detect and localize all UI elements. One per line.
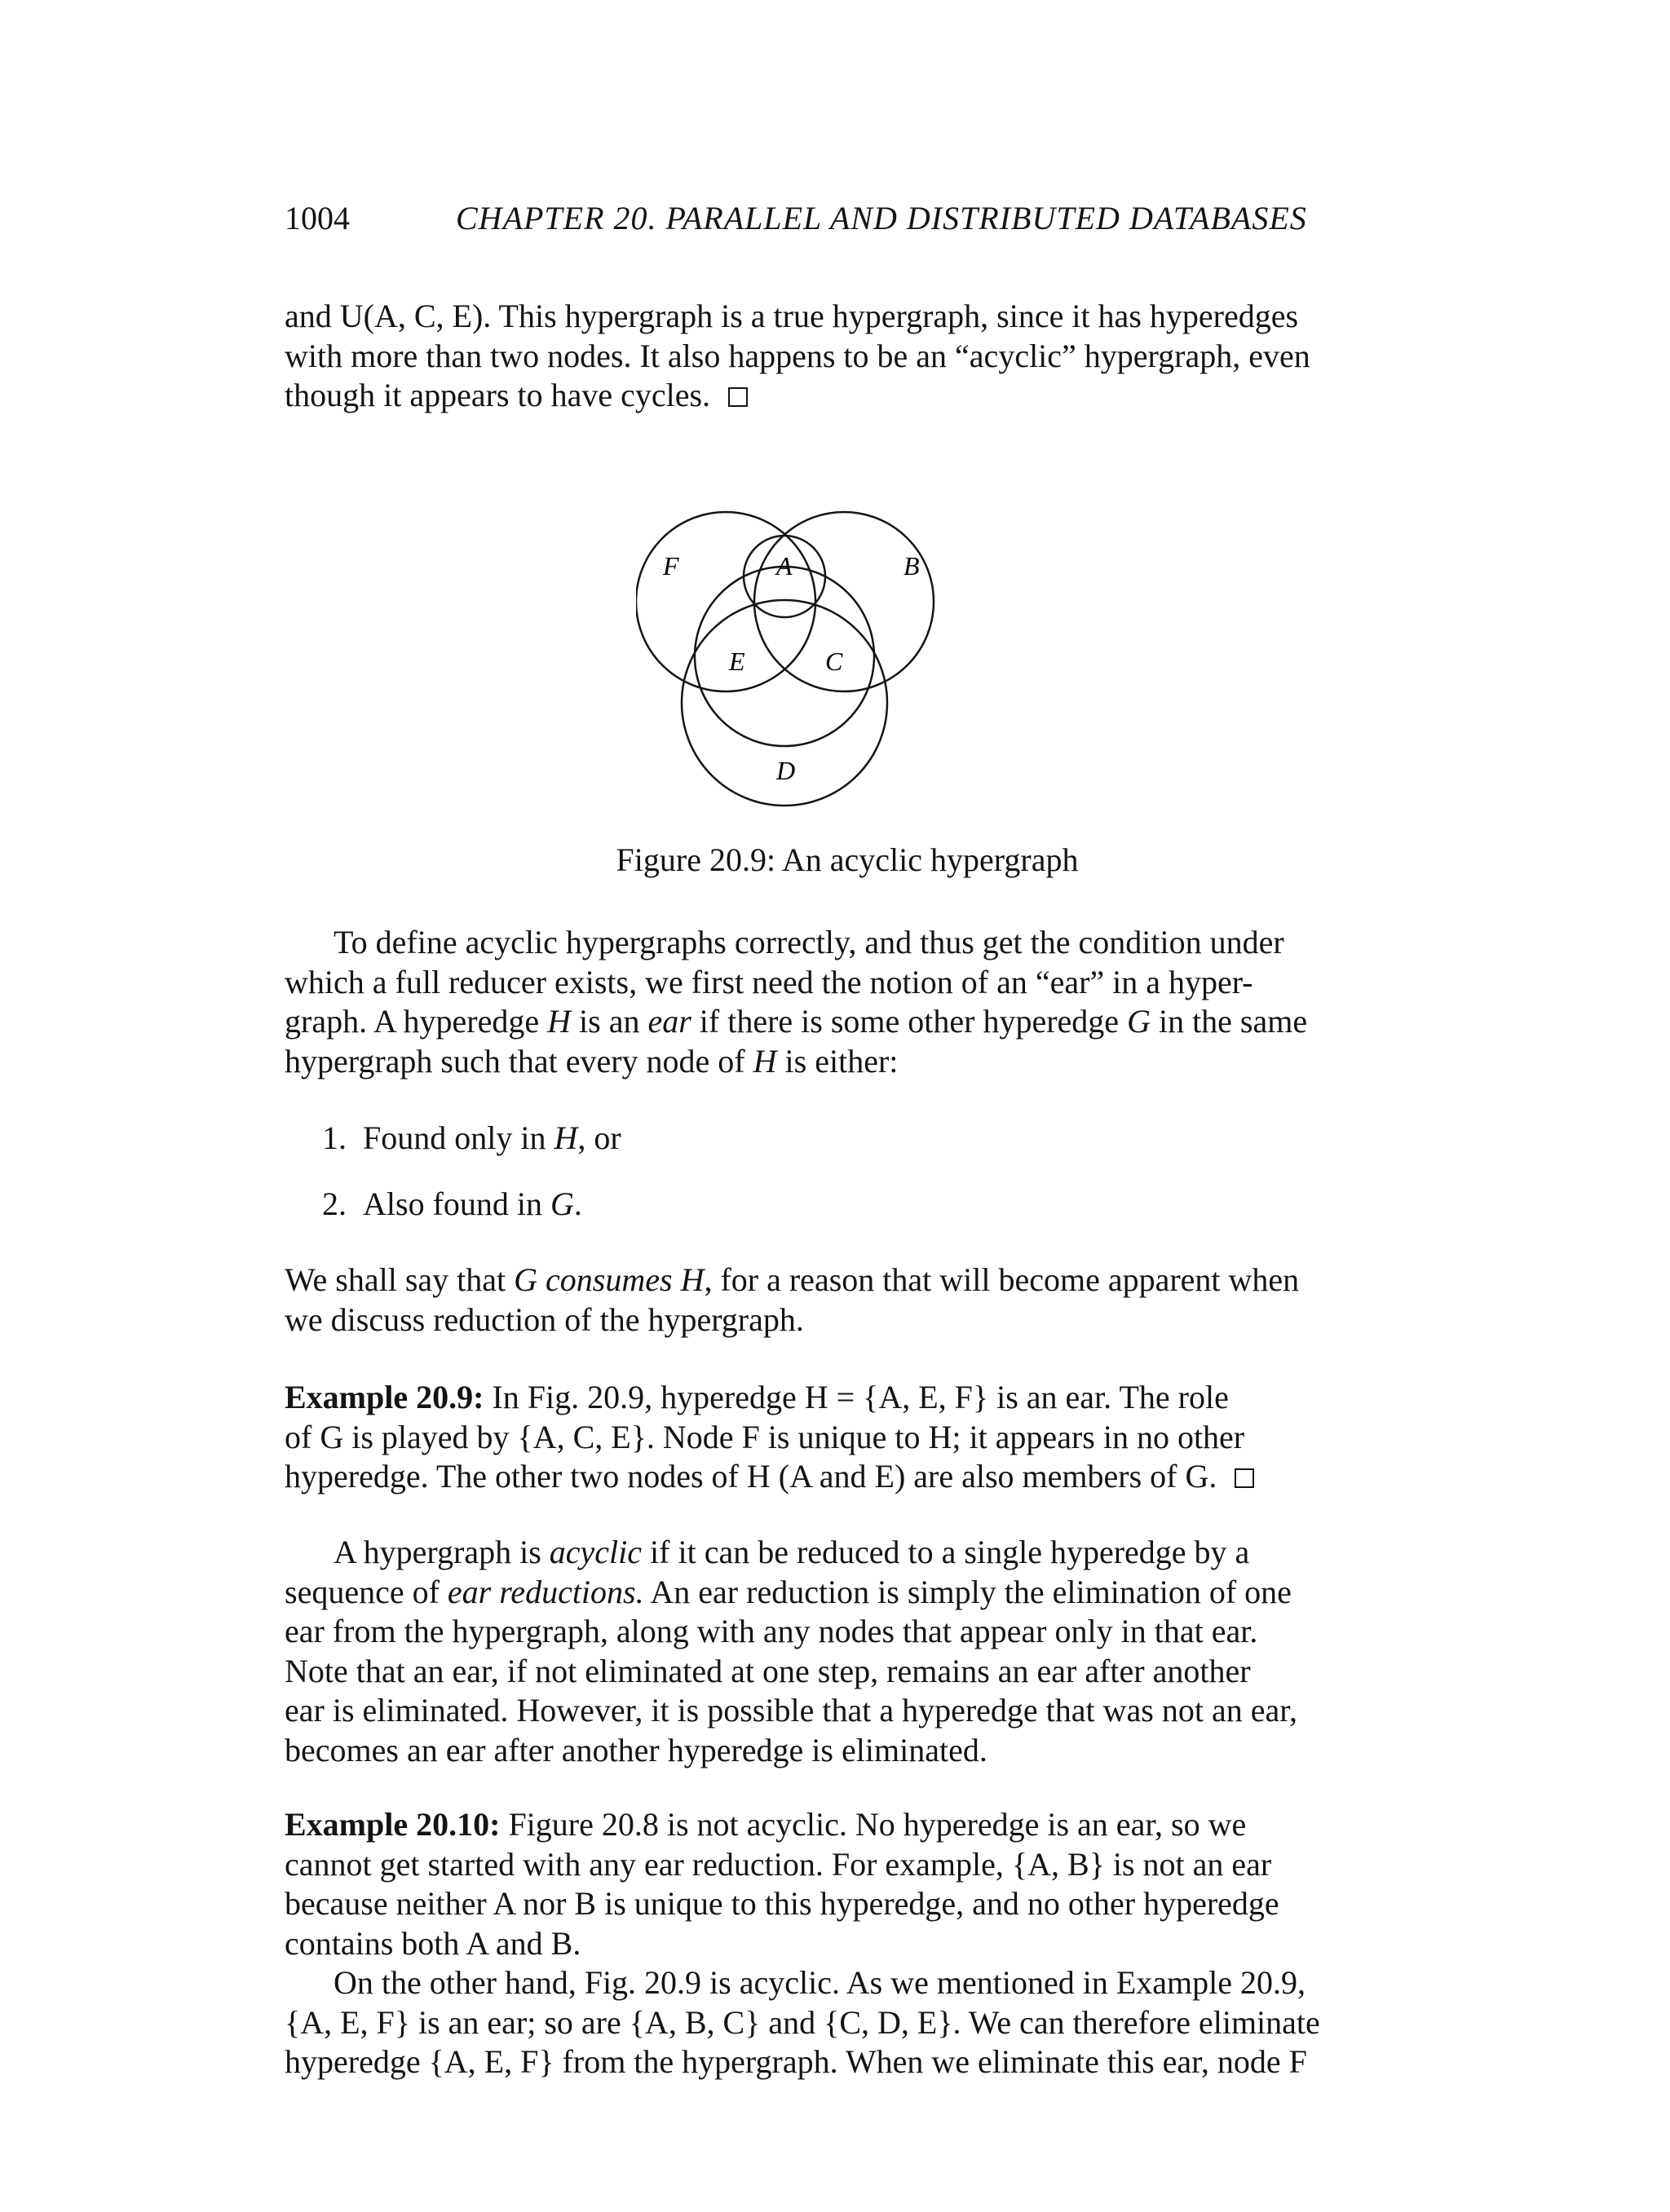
text-line: becomes an ear after another hyperedge is eliminated.	[285, 1731, 987, 1768]
node-label-e: E	[729, 647, 745, 676]
text-line: {A, E, F} is an ear; so are {A, B, C} and {C, D, E}. We can therefore eliminate	[285, 2003, 1320, 2041]
text-line: sequence of ear reductions. An ear reduction is simply the elimination of one	[285, 1573, 1292, 1610]
acyclic-paragraph	[285, 1533, 1410, 1770]
node-label-f: F	[663, 551, 679, 581]
qed-box-icon	[728, 387, 748, 407]
text-line: ear from the hypergraph, along with any nodes that appear only in that ear.	[285, 1613, 1258, 1649]
node-label-d: D	[776, 756, 796, 785]
example-label: Example 20.9:	[285, 1379, 484, 1415]
node-label-c: C	[825, 647, 843, 676]
text-line-content: though it appears to have cycles.	[285, 377, 711, 413]
text-line	[285, 376, 1410, 416]
text-line: Example 20.9: In Fig. 20.9, hyperedge H = {A, E, F} is an ear. The role	[285, 1379, 1229, 1415]
hypergraph-figure	[636, 489, 1044, 815]
intro-paragraph	[285, 297, 1410, 416]
text-line: hyperedge {A, E, F} from the hypergraph. When we eliminate this ear, node F	[285, 2043, 1307, 2080]
list-item: 2. Also found in G.	[322, 1185, 582, 1222]
text-line: On the other hand, Fig. 20.9 is acyclic. As we mentioned in Example 20.9,	[334, 1964, 1306, 2001]
text-line: graph. A hyperedge H is an ear if there is some other hyperedge G in the same	[285, 1003, 1308, 1040]
page-number: 1004	[285, 200, 350, 236]
node-label-a: A	[776, 551, 793, 581]
text-line: Note that an ear, if not eliminated at one step, remains an ear after another	[285, 1652, 1251, 1689]
text-line: cannot get started with any ear reduction. For example, {A, B} is not an ear	[285, 1845, 1272, 1883]
text-line: and U(A, C, E). This hypergraph is a true hypergraph, since it has hyperedges	[285, 298, 1299, 334]
example-20-10	[285, 1805, 1410, 2082]
hyperedge-ace	[695, 567, 874, 746]
text-line: with more than two nodes. It also happens to be an “acyclic” hypergraph, even	[285, 337, 1310, 374]
list-item: 1. Found only in H, or	[322, 1119, 621, 1156]
running-head: CHAPTER 20. PARALLEL AND DISTRIBUTED DATABASES	[456, 200, 1307, 236]
text-line: which a full reducer exists, we first need the notion of an “ear” in a hyper-	[285, 963, 1253, 1000]
ear-paragraph	[285, 923, 1410, 1081]
text-line: we discuss reduction of the hypergraph.	[285, 1300, 804, 1338]
node-label-b: B	[903, 551, 920, 581]
example-20-9	[285, 1378, 1410, 1497]
text-line: hypergraph such that every node of H is either:	[285, 1042, 899, 1080]
qed-box-icon	[1235, 1468, 1254, 1488]
example-label: Example 20.10:	[285, 1806, 501, 1843]
text-line: To define acyclic hypergraphs correctly, and thus get the condition under	[334, 924, 1284, 960]
text-line: A hypergraph is acyclic if it can be reduced to a single hyperedge by a	[334, 1534, 1250, 1570]
text-line: of G is played by {A, C, E}. Node F is unique to H; it appears in no other	[285, 1418, 1245, 1455]
text-line: hyperedge. The other two nodes of H (A and E) are also members of G.	[285, 1457, 1410, 1497]
text-line: contains both A and B.	[285, 1924, 581, 1962]
hyperedge-abc	[754, 512, 934, 691]
text-line: Example 20.10: Figure 20.8 is not acyclic. No hyperedge is an ear, so we	[285, 1806, 1247, 1843]
text-line: ear is eliminated. However, it is possible that a hyperedge that was not an ear,	[285, 1692, 1297, 1729]
text-line: because neither A nor B is unique to this hyperedge, and no other hyperedge	[285, 1885, 1279, 1922]
page-header	[285, 199, 1410, 248]
consumes-paragraph	[285, 1261, 1410, 1340]
hyperedge-afe	[636, 512, 815, 691]
text-line: We shall say that G consumes H, for a reason that will become apparent when	[285, 1261, 1300, 1298]
figure-caption: Figure 20.9: An acyclic hypergraph	[616, 841, 1079, 878]
